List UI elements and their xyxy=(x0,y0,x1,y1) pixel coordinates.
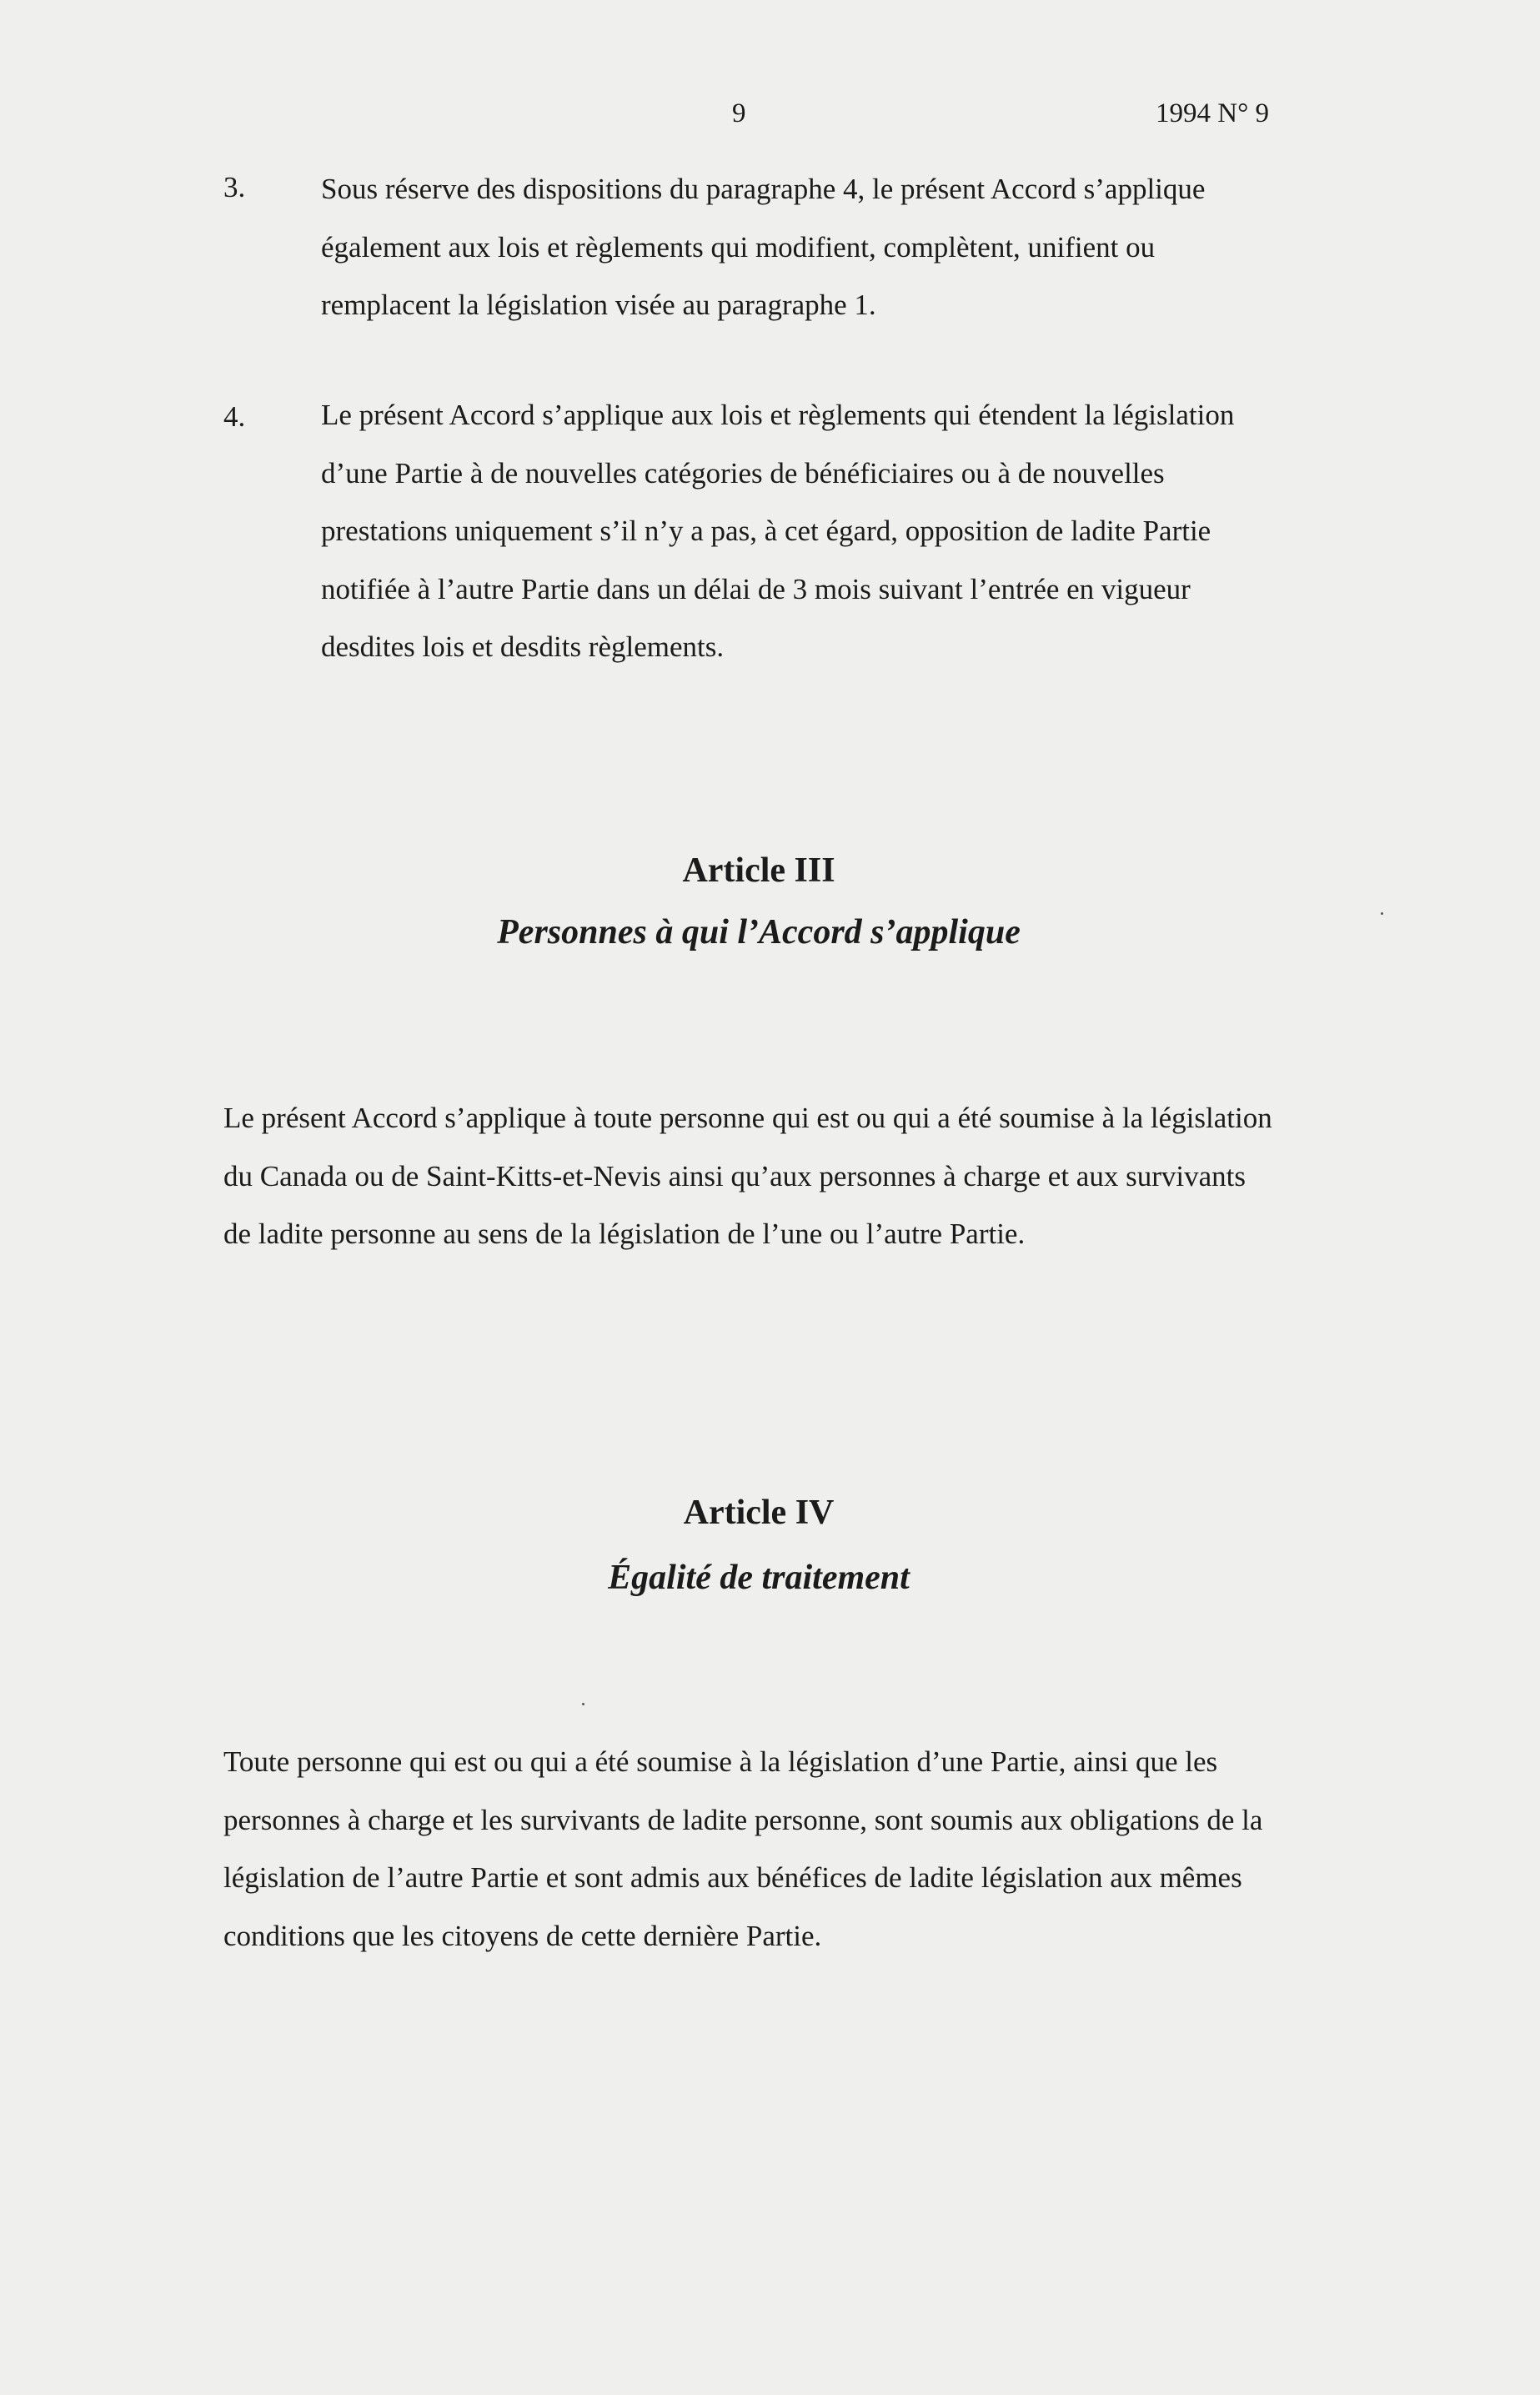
page-number: 9 xyxy=(732,98,746,128)
paragraph-4-number: 4. xyxy=(223,400,246,433)
article-4-text: Toute personne qui est ou qui a été soumise à la législation d’une Partie, ainsi que les personnes à charge et les survivants de ladite personne, sont soumis aux obligations de la législation de l’autre Partie et sont admis aux bénéfices de ladite législation aux mêmes conditions que les citoyens de cette dernière Partie. xyxy=(223,1745,1263,1952)
document-reference: 1994 N° 9 xyxy=(1156,98,1270,128)
article-3-heading: Article III xyxy=(682,851,835,890)
article-3-subtitle: Personnes à qui l’Accord s’applique xyxy=(497,913,1021,951)
scan-speck xyxy=(1381,912,1383,915)
paragraph-3-text: Sous réserve des dispositions du paragraphe 4, le présent Accord s’applique également aux lois et règlements qui modifient, complètent, unifient ou remplacent la législation visée au paragraphe 1. xyxy=(321,173,1206,321)
article-3-text: Le présent Accord s’applique à toute personne qui est ou qui a été soumise à la législation du Canada ou de Saint-Kitts-et-Nevis ainsi qu’aux personnes à charge et aux survivants de ladite personne au sens de la législation de l’une ou l’autre Partie. xyxy=(223,1102,1272,1250)
scan-speck xyxy=(582,1703,584,1705)
paragraph-4-text: Le présent Accord s’applique aux lois et règlements qui étendent la législation d’une Partie à de nouvelles catégories de bénéficiaires ou à de nouvelles prestations uniquement s’il n’y a pas, à cet égard, opposition de ladite Partie notifiée à l’autre Partie dans un délai de 3 mois suivant l’entrée en vigueur desdites lois et desdits règlements. xyxy=(321,399,1235,663)
paragraph-3-number: 3. xyxy=(223,171,246,203)
article-4-subtitle: Égalité de traitement xyxy=(608,1559,910,1597)
article-4-heading: Article IV xyxy=(683,1494,835,1532)
